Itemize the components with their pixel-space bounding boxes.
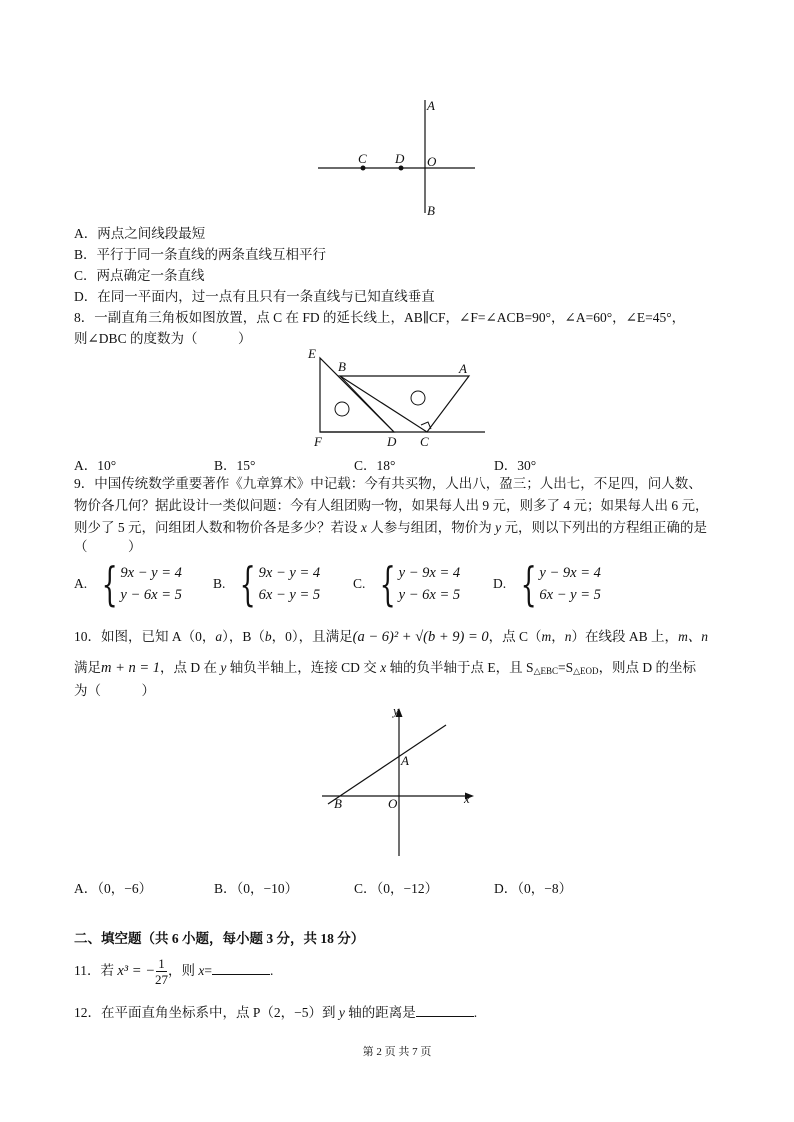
q11-mid: ，则 (167, 963, 199, 978)
q12-prefix: 12．在平面直角坐标系中，点 P（2，−5）到 (74, 1005, 339, 1020)
q8-option-d: D．30° (494, 458, 537, 473)
q10-option-a: A．（0，−6） (74, 881, 153, 896)
q10-label-y: y (393, 703, 399, 718)
q7-option-c: C．两点确定一条直线 (74, 268, 205, 283)
q10-subscript-ebc: △EBC (533, 666, 559, 676)
brace-icon: { (520, 557, 537, 611)
q10-stem-line2 (74, 658, 696, 681)
q10-option-d: D．（0，−8） (494, 881, 573, 896)
q12-suffix: 轴的距离是 (344, 1005, 416, 1020)
q10-var-n: n (564, 629, 572, 644)
q9-option-d-eq1: y − 9x = 4 (539, 565, 601, 581)
q10-line2-part1: 满足 (74, 660, 101, 675)
q9-var-x: x (360, 520, 367, 535)
q11-period: . (269, 963, 274, 978)
q8-line-bd (340, 376, 394, 432)
q9-option-d (493, 557, 601, 611)
q9-option-c-eq2: y − 6x = 5 (398, 587, 461, 603)
q7-point-d (399, 166, 404, 171)
q10-line1-part4: ，点 C（ (488, 629, 542, 644)
q8-circle-left (335, 402, 349, 416)
q7-label-o: O (427, 154, 437, 169)
q8-label-a: A (459, 361, 467, 376)
q10-line1-part1: 10．如图，已知 A（0， (74, 629, 216, 644)
q9-option-b-eq2: 6x − y = 5 (258, 587, 321, 603)
q8-label-c: C (420, 434, 429, 449)
section2-title: 二、填空题（共 6 小题，每小题 3 分，共 18 分） (74, 931, 365, 946)
q10-axis-y: y (220, 660, 227, 675)
q11-answer-blank[interactable] (212, 960, 270, 975)
q11-equals: = (204, 963, 212, 978)
q10-label-a: A (401, 753, 409, 768)
q8-stem-line2: 则∠DBC 的度数为（ ） (74, 331, 252, 346)
q7-point-c (361, 166, 366, 171)
q10-subscript-eod: △EOD (573, 666, 599, 676)
q8-label-d: D (387, 434, 397, 449)
q12-period: . (473, 1005, 478, 1020)
q10-figure (316, 700, 486, 862)
q8-option-c: C．18° (354, 458, 396, 473)
q9-option-b-eq1: 9x − y = 4 (258, 565, 321, 581)
q9-option-c-eq1: y − 9x = 4 (398, 565, 461, 581)
page-footer: 第 2 页 共 7 页 (362, 1046, 432, 1058)
q11-denominator: 27 (154, 972, 168, 988)
q9-option-a-eq2: y − 6x = 5 (120, 587, 182, 603)
brace-icon: { (101, 557, 118, 611)
q10-stem-line1 (74, 627, 708, 647)
q9-line3-part1: 则少了 5 元，问组团人数和物价各是多少？若设 (74, 520, 361, 535)
q8-label-b: B (338, 359, 346, 374)
q11-stem (74, 956, 273, 987)
q9-stem-line3 (74, 518, 707, 538)
q11-prefix: 11．若 (74, 963, 118, 978)
q12-stem (74, 1002, 477, 1023)
q9-line3-part3: 元，则以下列出的方程组正确的是 (501, 520, 707, 535)
q10-equals-s: =S (558, 660, 574, 675)
q10-var-b: b (264, 629, 272, 644)
q10-line-ab (328, 725, 446, 804)
q11-numerator: 1 (158, 956, 165, 972)
q8-option-a: A．10° (74, 458, 117, 473)
q7-label-b: B (427, 203, 435, 218)
q9-var-y: y (495, 520, 502, 535)
q11-fraction (155, 956, 168, 987)
q9-stem-line1: 9．中国传统数学重要著作《九章算术》中记载：今有共买物，人出八，盈三；人出七，不足四，问人数、 (74, 476, 702, 491)
q10-comma: ， (551, 629, 565, 644)
q8-option-b: B．15° (214, 458, 256, 473)
q9-option-c (353, 557, 461, 611)
q10-line2-part3: 轴负半轴上，连接 CD 交 (226, 660, 381, 675)
q9-stem-line2: 物价各几何？据此设计一类似问题：今有人组团购一物，如果每人出 9 元，则多了 4 元；如果每人出 6 元， (74, 498, 709, 513)
q10-option-c: C．（0，−12） (354, 881, 439, 896)
q7-label-c: C (358, 151, 367, 166)
q9-line3-part2: 人参与组团，物价为 (366, 520, 496, 535)
q10-condition: (a − 6)² + √(b + 9) = 0 (352, 629, 489, 645)
q9-option-d-label: D. (493, 576, 507, 591)
q10-line2-part2: ，点 D 在 (160, 660, 221, 675)
q12-answer-blank[interactable] (416, 1002, 474, 1017)
q8-circle-right (411, 391, 425, 405)
q10-label-o: O (388, 796, 398, 811)
q10-line1-part5: ）在线段 AB 上， (571, 629, 679, 644)
q10-line2-part4: 轴的负半轴于点 E，且 S (386, 660, 534, 675)
q10-stem-line3: 为（ ） (74, 683, 155, 698)
q7-figure (310, 95, 485, 220)
q7-option-a: A．两点之间线段最短 (74, 226, 206, 241)
q8-label-f: F (314, 434, 322, 449)
q8-label-e: E (308, 346, 316, 361)
q10-axis-x: x (380, 660, 387, 675)
q9-option-b-label: B. (213, 576, 226, 591)
q9-option-d-eq2: 6x − y = 5 (539, 587, 601, 603)
q10-var-mn: m、n (678, 629, 709, 644)
q10-mn-sum: m + n = 1 (101, 660, 161, 676)
q8-triangle-bac (340, 376, 469, 432)
q10-var-a: a (215, 629, 223, 644)
q11-expression: x³ = − (117, 963, 155, 979)
q7-label-d: D (395, 151, 405, 166)
q10-option-b: B．（0，−10） (214, 881, 299, 896)
q9-option-a-eq1: 9x − y = 4 (120, 565, 182, 581)
q7-option-b: B．平行于同一条直线的两条直线互相平行 (74, 247, 327, 262)
q12-var-y: y (338, 1005, 345, 1020)
q10-line2-part5: ，则点 D 的坐标 (598, 660, 697, 675)
q9-stem-line4: （ ） (74, 539, 142, 554)
q10-var-m: m (541, 629, 552, 644)
q7-option-d: D．在同一平面内，过一点有且只有一条直线与已知直线垂直 (74, 289, 435, 304)
brace-icon: { (379, 557, 397, 611)
q8-figure (302, 345, 492, 450)
q8-stem-line1: 8．一副直角三角板如图放置，点 C 在 FD 的延长线上，AB∥CF，∠F=∠ACB=90°，∠A=60°，∠E=45°， (74, 310, 686, 325)
q9-option-a-label: A. (74, 576, 88, 591)
q10-label-b: B (334, 796, 342, 811)
q10-label-x: x (464, 791, 470, 806)
q10-line1-part3: ，0），且满足 (271, 629, 353, 644)
brace-icon: { (239, 557, 257, 611)
q9-option-a (74, 557, 182, 611)
q9-option-c-label: C. (353, 576, 366, 591)
q10-line1-part2: ），B（ (222, 629, 265, 644)
q7-label-a: A (427, 98, 435, 113)
q11-var-x: x (198, 963, 205, 978)
q9-option-b (213, 557, 321, 611)
